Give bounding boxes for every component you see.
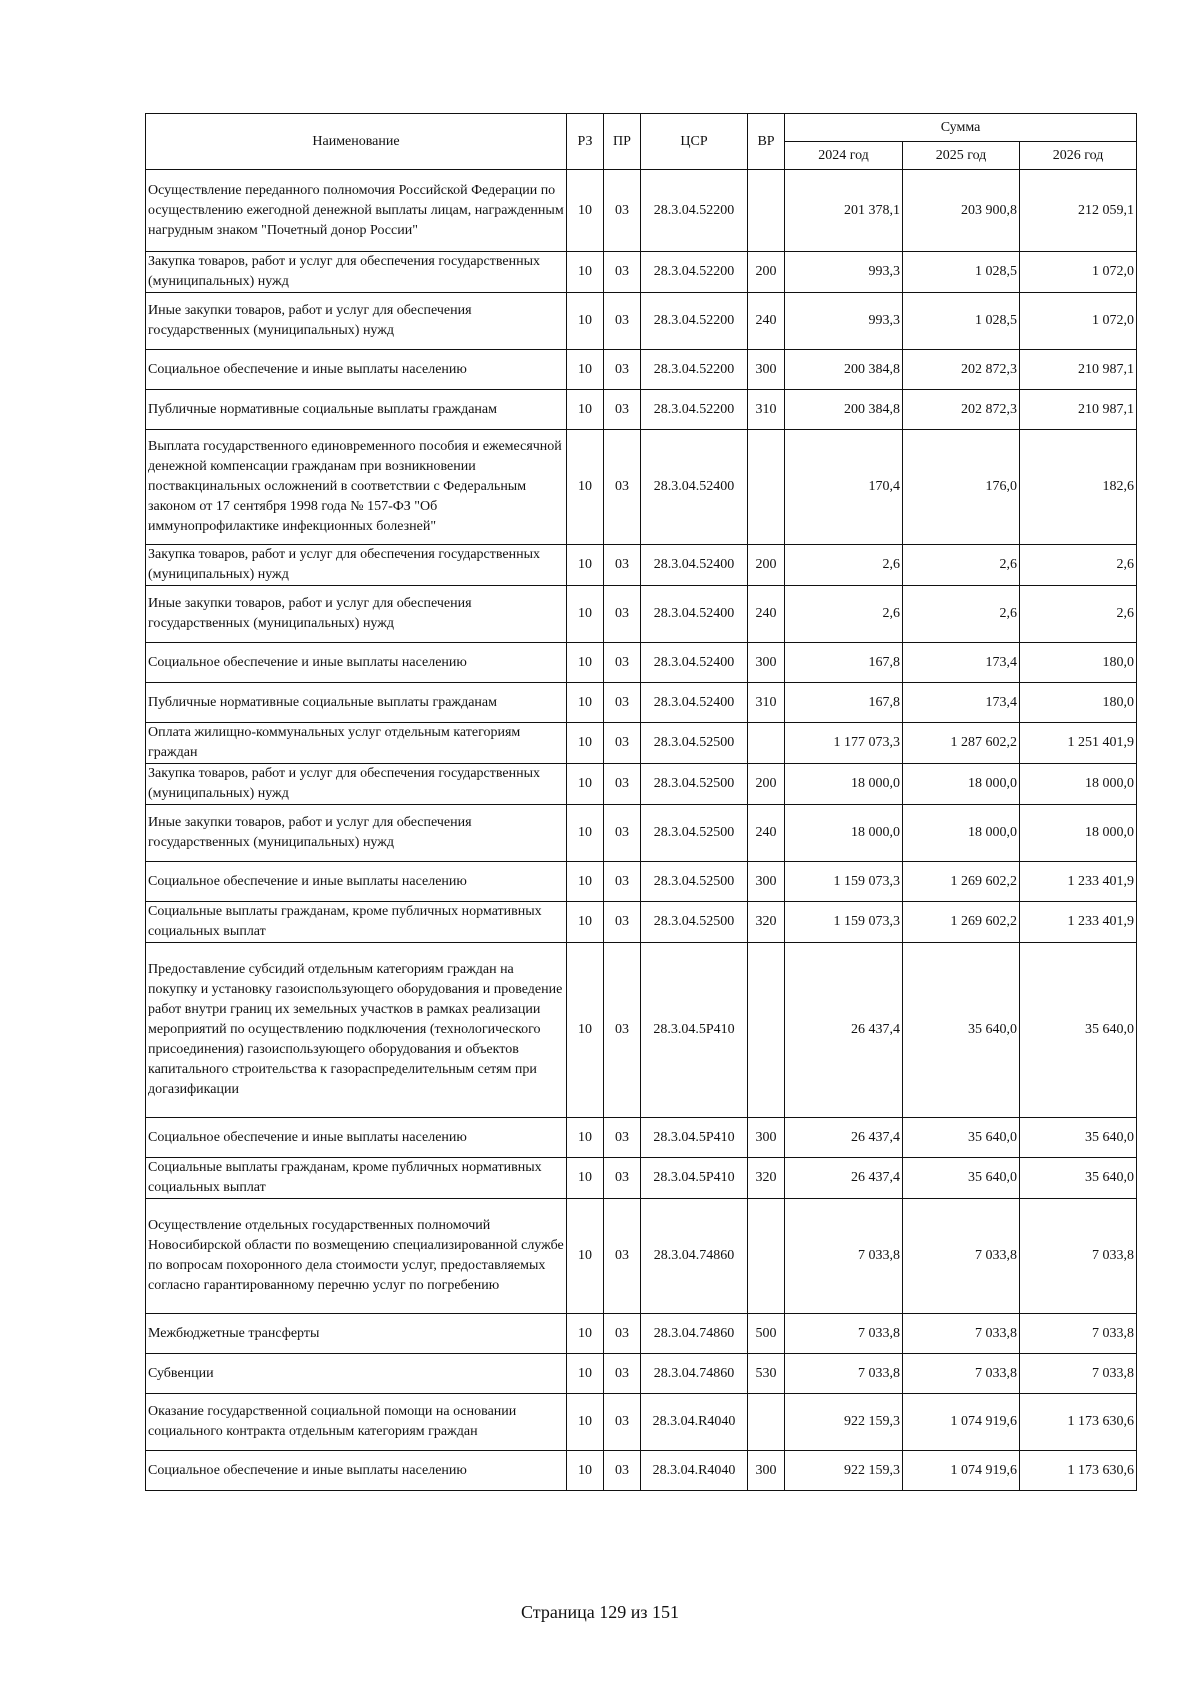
cell-2025: 18 000,0 bbox=[903, 805, 1020, 862]
cell-pr: 03 bbox=[604, 902, 641, 943]
cell-2026: 2,6 bbox=[1020, 545, 1137, 586]
cell-csr: 28.3.04.52200 bbox=[641, 390, 748, 430]
cell-vr: 240 bbox=[748, 293, 785, 350]
table-row bbox=[146, 350, 1137, 390]
cell-2024: 7 033,8 bbox=[785, 1314, 903, 1354]
cell-csr: 28.3.04.74860 bbox=[641, 1354, 748, 1394]
cell-2026: 212 059,1 bbox=[1020, 170, 1137, 252]
cell-2026: 1 072,0 bbox=[1020, 252, 1137, 293]
cell-vr: 300 bbox=[748, 643, 785, 683]
cell-pr: 03 bbox=[604, 683, 641, 723]
cell-2024: 1 177 073,3 bbox=[785, 723, 903, 764]
cell-2026: 1 173 630,6 bbox=[1020, 1394, 1137, 1451]
cell-csr: 28.3.04.74860 bbox=[641, 1199, 748, 1314]
table-row bbox=[146, 1158, 1137, 1199]
cell-csr: 28.3.04.52400 bbox=[641, 683, 748, 723]
table-row bbox=[146, 170, 1137, 252]
cell-rz: 10 bbox=[567, 1354, 604, 1394]
cell-vr bbox=[748, 430, 785, 545]
cell-csr: 28.3.04.R4040 bbox=[641, 1394, 748, 1451]
cell-rz: 10 bbox=[567, 390, 604, 430]
cell-vr: 200 bbox=[748, 764, 785, 805]
cell-pr: 03 bbox=[604, 252, 641, 293]
cell-name: Оплата жилищно-коммунальных услуг отдельным категориям граждан bbox=[146, 723, 567, 764]
cell-pr: 03 bbox=[604, 1199, 641, 1314]
cell-rz: 10 bbox=[567, 1118, 604, 1158]
cell-pr: 03 bbox=[604, 764, 641, 805]
header-2024: 2024 год bbox=[785, 142, 903, 170]
table-row bbox=[146, 862, 1137, 902]
cell-2025: 1 028,5 bbox=[903, 252, 1020, 293]
cell-csr: 28.3.04.52500 bbox=[641, 723, 748, 764]
table-row bbox=[146, 902, 1137, 943]
cell-csr: 28.3.04.5Р410 bbox=[641, 1158, 748, 1199]
cell-2025: 7 033,8 bbox=[903, 1199, 1020, 1314]
table-row bbox=[146, 586, 1137, 643]
table-row bbox=[146, 390, 1137, 430]
cell-rz: 10 bbox=[567, 683, 604, 723]
cell-vr: 240 bbox=[748, 805, 785, 862]
cell-2026: 18 000,0 bbox=[1020, 764, 1137, 805]
cell-2025: 203 900,8 bbox=[903, 170, 1020, 252]
cell-pr: 03 bbox=[604, 350, 641, 390]
cell-pr: 03 bbox=[604, 943, 641, 1118]
cell-csr: 28.3.04.52200 bbox=[641, 252, 748, 293]
cell-pr: 03 bbox=[604, 1394, 641, 1451]
cell-2025: 173,4 bbox=[903, 643, 1020, 683]
cell-name: Закупка товаров, работ и услуг для обеспечения государственных (муниципальных) нужд bbox=[146, 764, 567, 805]
cell-2024: 922 159,3 bbox=[785, 1451, 903, 1491]
header-2026: 2026 год bbox=[1020, 142, 1137, 170]
cell-2025: 176,0 bbox=[903, 430, 1020, 545]
cell-vr bbox=[748, 1394, 785, 1451]
cell-rz: 10 bbox=[567, 943, 604, 1118]
cell-name: Иные закупки товаров, работ и услуг для обеспечения государственных (муниципальных) нужд bbox=[146, 293, 567, 350]
cell-2026: 180,0 bbox=[1020, 643, 1137, 683]
cell-pr: 03 bbox=[604, 430, 641, 545]
cell-name: Социальное обеспечение и иные выплаты населению bbox=[146, 1118, 567, 1158]
cell-rz: 10 bbox=[567, 1158, 604, 1199]
cell-rz: 10 bbox=[567, 350, 604, 390]
table-row bbox=[146, 545, 1137, 586]
table-row bbox=[146, 723, 1137, 764]
cell-2026: 2,6 bbox=[1020, 586, 1137, 643]
table-row bbox=[146, 252, 1137, 293]
cell-pr: 03 bbox=[604, 723, 641, 764]
cell-2024: 993,3 bbox=[785, 252, 903, 293]
cell-pr: 03 bbox=[604, 805, 641, 862]
table-row bbox=[146, 293, 1137, 350]
cell-csr: 28.3.04.52400 bbox=[641, 643, 748, 683]
cell-pr: 03 bbox=[604, 643, 641, 683]
cell-name: Предоставление субсидий отдельным категориям граждан на покупку и установку газоиспользующего оборудования и проведение работ внутри границ их земельных участков в рамках реализации мероприятий по осуществлению подключения (технологического присоединения) газоиспользующего оборудования и объектов капитального строительства к газораспределительным сетям при догазификации bbox=[146, 943, 567, 1118]
cell-vr bbox=[748, 1199, 785, 1314]
cell-name: Публичные нормативные социальные выплаты гражданам bbox=[146, 390, 567, 430]
cell-csr: 28.3.04.52500 bbox=[641, 805, 748, 862]
cell-vr: 300 bbox=[748, 862, 785, 902]
cell-2024: 7 033,8 bbox=[785, 1354, 903, 1394]
cell-rz: 10 bbox=[567, 1394, 604, 1451]
cell-2024: 167,8 bbox=[785, 643, 903, 683]
cell-pr: 03 bbox=[604, 1118, 641, 1158]
cell-name: Закупка товаров, работ и услуг для обеспечения государственных (муниципальных) нужд bbox=[146, 545, 567, 586]
cell-rz: 10 bbox=[567, 1199, 604, 1314]
cell-2025: 35 640,0 bbox=[903, 1118, 1020, 1158]
cell-rz: 10 bbox=[567, 1451, 604, 1491]
cell-2026: 1 173 630,6 bbox=[1020, 1451, 1137, 1491]
cell-pr: 03 bbox=[604, 1314, 641, 1354]
table-row bbox=[146, 1394, 1137, 1451]
cell-rz: 10 bbox=[567, 643, 604, 683]
cell-csr: 28.3.04.52400 bbox=[641, 545, 748, 586]
cell-2025: 1 074 919,6 bbox=[903, 1451, 1020, 1491]
cell-2024: 200 384,8 bbox=[785, 390, 903, 430]
cell-name: Осуществление переданного полномочия Российской Федерации по осуществлению ежегодной денежной выплаты лицам, награжденным нагрудным знаком "Почетный донор России" bbox=[146, 170, 567, 252]
cell-2025: 7 033,8 bbox=[903, 1314, 1020, 1354]
cell-2025: 35 640,0 bbox=[903, 1158, 1020, 1199]
header-csr: ЦСР bbox=[641, 114, 748, 170]
cell-rz: 10 bbox=[567, 170, 604, 252]
cell-2025: 202 872,3 bbox=[903, 390, 1020, 430]
cell-2025: 1 028,5 bbox=[903, 293, 1020, 350]
cell-2024: 2,6 bbox=[785, 586, 903, 643]
cell-csr: 28.3.04.52200 bbox=[641, 293, 748, 350]
cell-name: Осуществление отдельных государственных полномочий Новосибирской области по возмещению специализированной службе по вопросам похоронного дела стоимости услуг, предоставляемых согласно гарантированному перечню услуг по погребению bbox=[146, 1199, 567, 1314]
cell-name: Социальные выплаты гражданам, кроме публичных нормативных социальных выплат bbox=[146, 1158, 567, 1199]
cell-2026: 210 987,1 bbox=[1020, 350, 1137, 390]
cell-csr: 28.3.04.74860 bbox=[641, 1314, 748, 1354]
cell-2026: 210 987,1 bbox=[1020, 390, 1137, 430]
cell-2025: 18 000,0 bbox=[903, 764, 1020, 805]
cell-vr: 530 bbox=[748, 1354, 785, 1394]
cell-name: Межбюджетные трансферты bbox=[146, 1314, 567, 1354]
cell-csr: 28.3.04.5Р410 bbox=[641, 943, 748, 1118]
cell-2024: 26 437,4 bbox=[785, 943, 903, 1118]
cell-vr: 320 bbox=[748, 902, 785, 943]
cell-vr: 200 bbox=[748, 252, 785, 293]
table-row bbox=[146, 1314, 1137, 1354]
cell-2024: 201 378,1 bbox=[785, 170, 903, 252]
cell-2025: 35 640,0 bbox=[903, 943, 1020, 1118]
cell-csr: 28.3.04.52500 bbox=[641, 764, 748, 805]
cell-2025: 173,4 bbox=[903, 683, 1020, 723]
table-row bbox=[146, 943, 1137, 1118]
cell-2026: 18 000,0 bbox=[1020, 805, 1137, 862]
cell-2026: 35 640,0 bbox=[1020, 943, 1137, 1118]
cell-rz: 10 bbox=[567, 252, 604, 293]
header-rz: РЗ bbox=[567, 114, 604, 170]
cell-csr: 28.3.04.R4040 bbox=[641, 1451, 748, 1491]
cell-vr: 310 bbox=[748, 390, 785, 430]
cell-rz: 10 bbox=[567, 902, 604, 943]
table-row bbox=[146, 430, 1137, 545]
cell-pr: 03 bbox=[604, 1158, 641, 1199]
cell-2025: 2,6 bbox=[903, 545, 1020, 586]
header-sum: Сумма bbox=[785, 114, 1137, 142]
cell-vr: 300 bbox=[748, 1118, 785, 1158]
cell-vr: 500 bbox=[748, 1314, 785, 1354]
cell-2024: 993,3 bbox=[785, 293, 903, 350]
cell-name: Публичные нормативные социальные выплаты гражданам bbox=[146, 683, 567, 723]
cell-2025: 7 033,8 bbox=[903, 1354, 1020, 1394]
cell-2024: 170,4 bbox=[785, 430, 903, 545]
cell-2024: 922 159,3 bbox=[785, 1394, 903, 1451]
cell-2024: 26 437,4 bbox=[785, 1158, 903, 1199]
cell-2024: 2,6 bbox=[785, 545, 903, 586]
table-body bbox=[146, 170, 1137, 1491]
cell-2024: 200 384,8 bbox=[785, 350, 903, 390]
cell-name: Социальное обеспечение и иные выплаты населению bbox=[146, 862, 567, 902]
cell-name: Иные закупки товаров, работ и услуг для обеспечения государственных (муниципальных) нужд bbox=[146, 805, 567, 862]
cell-rz: 10 bbox=[567, 430, 604, 545]
table-row bbox=[146, 1118, 1137, 1158]
cell-name: Социальное обеспечение и иные выплаты населению bbox=[146, 1451, 567, 1491]
cell-2026: 7 033,8 bbox=[1020, 1354, 1137, 1394]
page-number: Страница 129 из 151 bbox=[521, 1602, 679, 1622]
cell-vr: 300 bbox=[748, 350, 785, 390]
cell-csr: 28.3.04.52200 bbox=[641, 170, 748, 252]
cell-pr: 03 bbox=[604, 293, 641, 350]
cell-2024: 18 000,0 bbox=[785, 764, 903, 805]
cell-csr: 28.3.04.52500 bbox=[641, 902, 748, 943]
cell-vr bbox=[748, 943, 785, 1118]
cell-vr: 310 bbox=[748, 683, 785, 723]
cell-csr: 28.3.04.52500 bbox=[641, 862, 748, 902]
cell-2024: 1 159 073,3 bbox=[785, 902, 903, 943]
cell-rz: 10 bbox=[567, 862, 604, 902]
cell-pr: 03 bbox=[604, 1451, 641, 1491]
cell-name: Иные закупки товаров, работ и услуг для обеспечения государственных (муниципальных) нужд bbox=[146, 586, 567, 643]
cell-2026: 1 233 401,9 bbox=[1020, 902, 1137, 943]
cell-2025: 1 269 602,2 bbox=[903, 902, 1020, 943]
cell-2026: 182,6 bbox=[1020, 430, 1137, 545]
cell-rz: 10 bbox=[567, 586, 604, 643]
cell-2026: 180,0 bbox=[1020, 683, 1137, 723]
cell-pr: 03 bbox=[604, 170, 641, 252]
cell-pr: 03 bbox=[604, 586, 641, 643]
cell-csr: 28.3.04.5Р410 bbox=[641, 1118, 748, 1158]
header-2025: 2025 год bbox=[903, 142, 1020, 170]
cell-vr: 300 bbox=[748, 1451, 785, 1491]
cell-2024: 7 033,8 bbox=[785, 1199, 903, 1314]
cell-2025: 1 269 602,2 bbox=[903, 862, 1020, 902]
cell-name: Субвенции bbox=[146, 1354, 567, 1394]
cell-2025: 202 872,3 bbox=[903, 350, 1020, 390]
cell-2026: 7 033,8 bbox=[1020, 1314, 1137, 1354]
cell-pr: 03 bbox=[604, 545, 641, 586]
cell-2026: 35 640,0 bbox=[1020, 1118, 1137, 1158]
cell-2025: 1 287 602,2 bbox=[903, 723, 1020, 764]
cell-2024: 18 000,0 bbox=[785, 805, 903, 862]
cell-rz: 10 bbox=[567, 805, 604, 862]
cell-2026: 35 640,0 bbox=[1020, 1158, 1137, 1199]
cell-2026: 7 033,8 bbox=[1020, 1199, 1137, 1314]
cell-name: Выплата государственного единовременного пособия и ежемесячной денежной компенсации гражданам при возникновении поствакцинальных осложнений в соответствии с Федеральным законом от 17 сентября 1998 года № 157-ФЗ "Об иммунопрофилактике инфекционных болезней" bbox=[146, 430, 567, 545]
cell-2024: 26 437,4 bbox=[785, 1118, 903, 1158]
cell-vr bbox=[748, 723, 785, 764]
cell-rz: 10 bbox=[567, 1314, 604, 1354]
cell-name: Социальное обеспечение и иные выплаты населению bbox=[146, 350, 567, 390]
header-pr: ПР bbox=[604, 114, 641, 170]
table-row bbox=[146, 1451, 1137, 1491]
cell-vr: 320 bbox=[748, 1158, 785, 1199]
table-row bbox=[146, 805, 1137, 862]
cell-vr: 240 bbox=[748, 586, 785, 643]
cell-vr: 200 bbox=[748, 545, 785, 586]
cell-2026: 1 251 401,9 bbox=[1020, 723, 1137, 764]
cell-rz: 10 bbox=[567, 545, 604, 586]
cell-2025: 2,6 bbox=[903, 586, 1020, 643]
cell-name: Социальное обеспечение и иные выплаты населению bbox=[146, 643, 567, 683]
cell-csr: 28.3.04.52400 bbox=[641, 430, 748, 545]
cell-name: Закупка товаров, работ и услуг для обеспечения государственных (муниципальных) нужд bbox=[146, 252, 567, 293]
cell-name: Социальные выплаты гражданам, кроме публичных нормативных социальных выплат bbox=[146, 902, 567, 943]
cell-2024: 1 159 073,3 bbox=[785, 862, 903, 902]
cell-vr bbox=[748, 170, 785, 252]
cell-rz: 10 bbox=[567, 293, 604, 350]
cell-pr: 03 bbox=[604, 862, 641, 902]
cell-name: Оказание государственной социальной помощи на основании социального контракта отдельным категориям граждан bbox=[146, 1394, 567, 1451]
cell-2026: 1 233 401,9 bbox=[1020, 862, 1137, 902]
cell-2024: 167,8 bbox=[785, 683, 903, 723]
table-row bbox=[146, 1354, 1137, 1394]
cell-2026: 1 072,0 bbox=[1020, 293, 1137, 350]
cell-rz: 10 bbox=[567, 723, 604, 764]
header-vr: ВР bbox=[748, 114, 785, 170]
table-row bbox=[146, 643, 1137, 683]
table-row bbox=[146, 683, 1137, 723]
table-row bbox=[146, 764, 1137, 805]
cell-pr: 03 bbox=[604, 390, 641, 430]
header-name: Наименование bbox=[146, 114, 567, 170]
cell-rz: 10 bbox=[567, 764, 604, 805]
cell-2025: 1 074 919,6 bbox=[903, 1394, 1020, 1451]
cell-csr: 28.3.04.52400 bbox=[641, 586, 748, 643]
cell-csr: 28.3.04.52200 bbox=[641, 350, 748, 390]
cell-pr: 03 bbox=[604, 1354, 641, 1394]
table-row bbox=[146, 1199, 1137, 1314]
budget-table bbox=[145, 113, 1137, 1491]
